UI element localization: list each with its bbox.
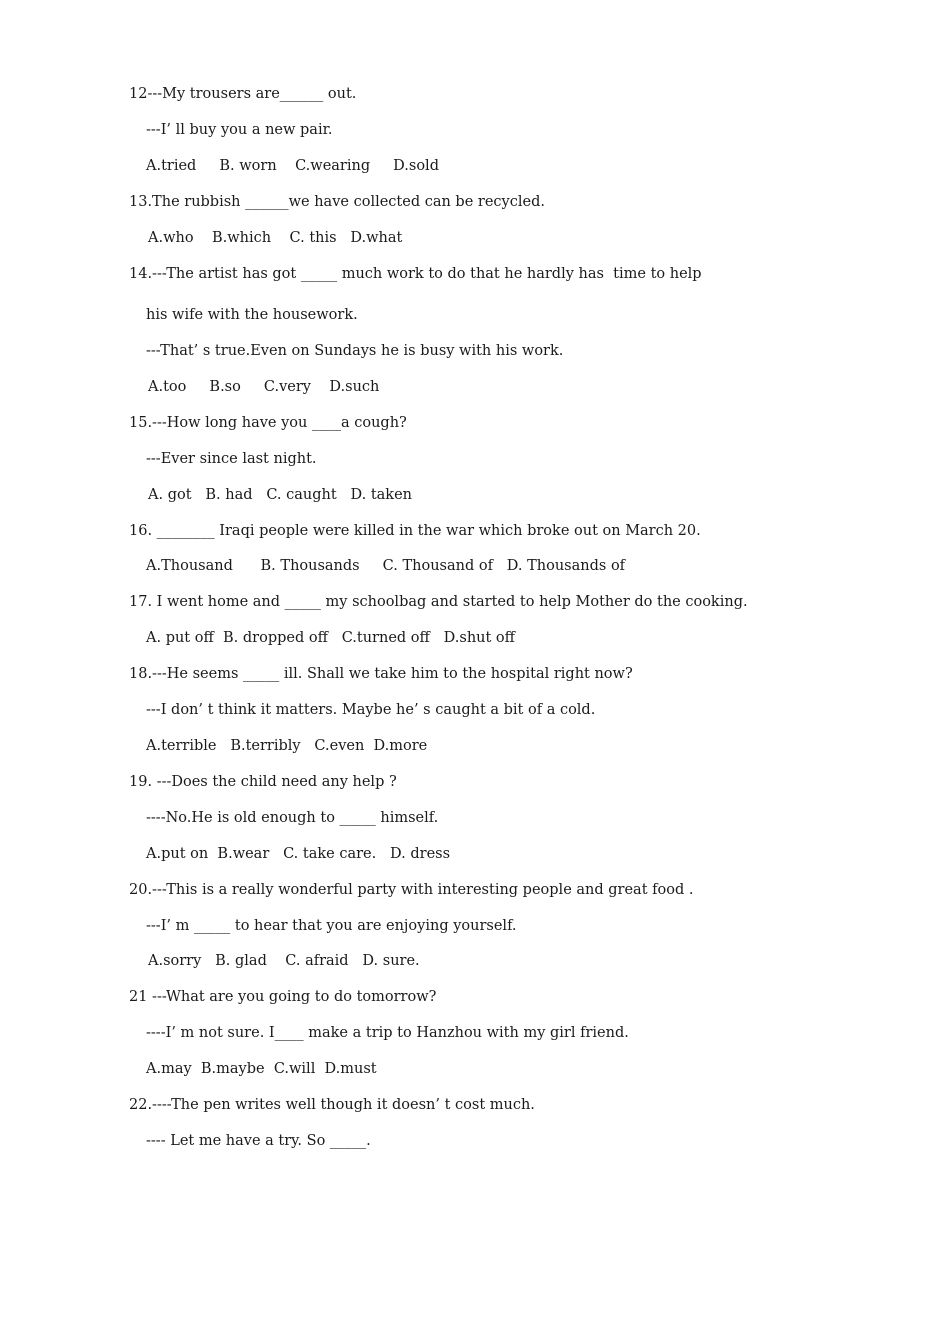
q12-question: 12---My trousers are______ out.: [129, 86, 357, 102]
q21-question: 21 ---What are you going to do tomorrow?: [129, 989, 437, 1005]
q18-options: A.terrible B.terribly C.even D.more: [146, 738, 428, 754]
q19-question: 19. ---Does the child need any help ?: [129, 774, 397, 790]
q21-response: ----I’ m not sure. I____ make a trip to Hanzhou with my girl friend.: [146, 1025, 629, 1041]
q12-options: A.tried B. worn C.wearing D.sold: [146, 158, 439, 174]
q17-options: A. put off B. dropped off C.turned off D.shut off: [146, 630, 515, 646]
q13-question: 13.The rubbish ______we have collected can be recycled.: [129, 194, 545, 210]
q20-options: A.sorry B. glad C. afraid D. sure.: [148, 953, 420, 969]
q14-question-cont: his wife with the housework.: [146, 307, 358, 323]
q14-options: A.too B.so C.very D.such: [148, 379, 380, 395]
q14-question: 14.---The artist has got _____ much work to do that he hardly has time to help: [129, 266, 702, 282]
q14-response: ---That’ s true.Even on Sundays he is busy with his work.: [146, 343, 564, 359]
q15-options: A. got B. had C. caught D. taken: [148, 487, 413, 503]
q19-options: A.put on B.wear C. take care. D. dress: [146, 846, 451, 862]
q16-options: A.Thousand B. Thousands C. Thousand of D. Thousands of: [146, 558, 626, 574]
q12-response: ---I’ ll buy you a new pair.: [146, 122, 333, 138]
q22-response: ---- Let me have a try. So _____.: [146, 1133, 371, 1149]
q20-question: 20.---This is a really wonderful party with interesting people and great food .: [129, 882, 694, 898]
q20-response: ---I’ m _____ to hear that you are enjoying yourself.: [146, 918, 517, 934]
q15-question: 15.---How long have you ____a cough?: [129, 415, 407, 431]
q21-options: A.may B.maybe C.will D.must: [146, 1061, 377, 1077]
q17-question: 17. I went home and _____ my schoolbag and started to help Mother do the cooking.: [129, 594, 748, 610]
q19-response: ----No.He is old enough to _____ himself.: [146, 810, 439, 826]
q18-response: ---I don’ t think it matters. Maybe he’ s caught a bit of a cold.: [146, 702, 596, 718]
q22-question: 22.----The pen writes well though it doesn’ t cost much.: [129, 1097, 535, 1113]
q18-question: 18.---He seems _____ ill. Shall we take him to the hospital right now?: [129, 666, 633, 682]
q15-response: ---Ever since last night.: [146, 451, 317, 467]
q16-question: 16. ________ Iraqi people were killed in the war which broke out on March 20.: [129, 523, 701, 539]
q13-options: A.who B.which C. this D.what: [148, 230, 403, 246]
